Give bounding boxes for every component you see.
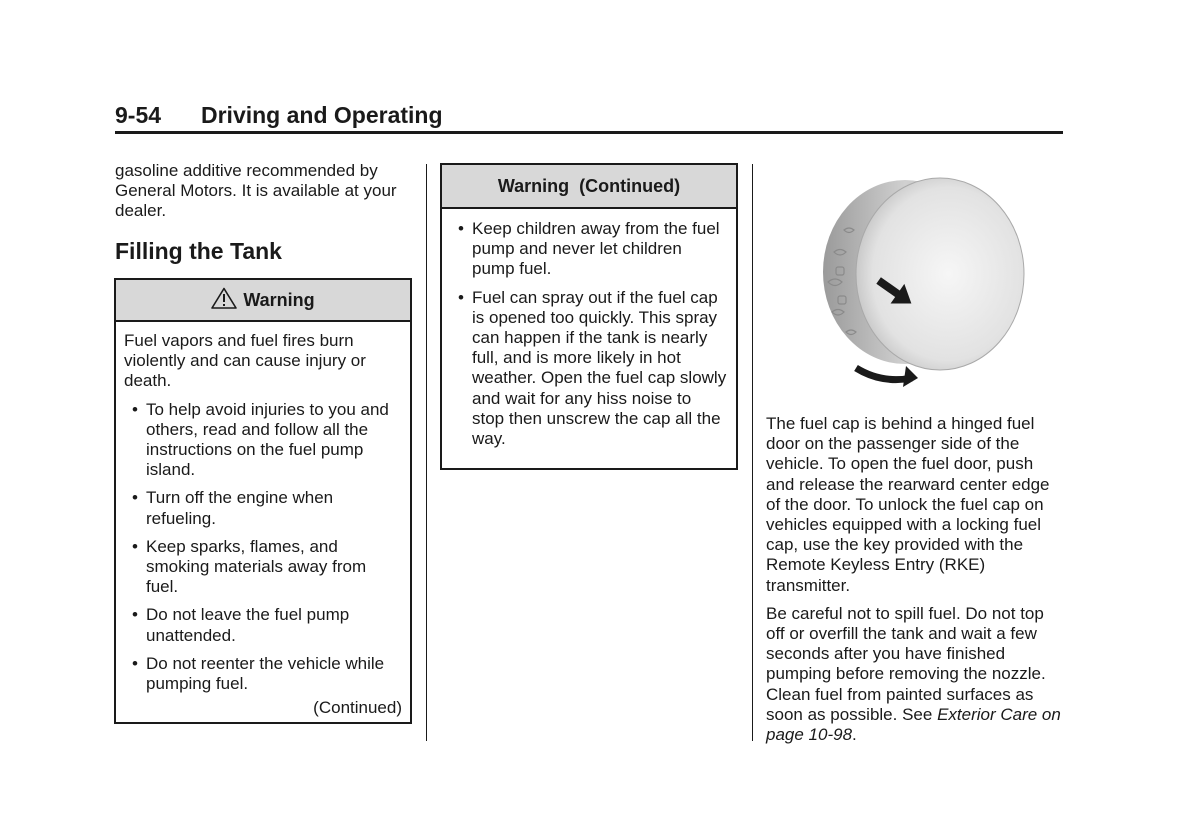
list-item: • Do not reenter the vehicle while pumping fuel. — [124, 654, 402, 694]
warning-intro: Fuel vapors and fuel fires burn violently and can cause injury or death. — [124, 331, 366, 391]
warning-continued-body — [442, 209, 736, 455]
warning-body — [116, 322, 410, 724]
page-header — [115, 100, 1063, 134]
continued-label: (Continued) — [313, 698, 402, 718]
list-item: • Do not leave the fuel pump unattended. — [124, 605, 402, 645]
fuel-cap-illustration — [800, 172, 1040, 402]
section-title: Filling the Tank — [115, 238, 282, 264]
fuel-spill-end: . — [852, 725, 857, 745]
warning-bullet-list — [124, 400, 402, 695]
column-divider-left — [426, 164, 427, 741]
fuel-spill-text: Be careful not to spill fuel. Do not top off or overfill the tank and wait a few seconds after you have finished pumping before removing the nozzle. Clean fuel from painted surfaces as soon as possible. See — [766, 603, 1046, 724]
chapter-title: Driving and Operating — [201, 102, 443, 128]
fuel-spill-paragraph — [766, 604, 1066, 745]
warning-box — [114, 278, 412, 724]
warning-continued-bullet-list — [450, 219, 728, 449]
exterior-care-link[interactable]: Exterior Care on page 10-98 — [766, 704, 1061, 745]
list-item: • Keep sparks, flames, and smoking materials away from fuel. — [124, 537, 402, 598]
column-divider-right — [752, 164, 753, 741]
list-item: • Turn off the engine when refueling. — [124, 488, 402, 528]
warning-header — [116, 280, 410, 322]
warning-title: Warning — [243, 290, 315, 310]
warning-triangle-icon — [211, 283, 237, 323]
list-item: • Fuel can spray out if the fuel cap is opened too quickly. This spray can happen if the tank is nearly full, and is more likely in hot weather. Open the fuel cap slowly and wait for any hiss noise to stop then unscrew the cap all the way. — [450, 288, 728, 450]
intro-paragraph: gasoline additive recommended by General Motors. It is available at your dealer. — [115, 161, 397, 221]
list-item: • Keep children away from the fuel pump and never let children pump fuel. — [450, 219, 728, 280]
list-item: • To help avoid injuries to you and others, read and follow all the instructions on the fuel pump island. — [124, 400, 402, 481]
page-number: 9-54 — [115, 102, 162, 128]
warning-continued-box — [440, 163, 738, 470]
fuel-cap-description — [766, 414, 1066, 745]
warning-continued-header — [442, 165, 736, 209]
fuel-cap-paragraph: The fuel cap is behind a hinged fuel door on the passenger side of the vehicle. To open the fuel door, push and release the rearward center edge of the door. To unlock the fuel cap on vehicles equipped with a locking fuel cap, use the key provided with the Remote Keyless Entry (RKE) transmitter. — [766, 414, 1050, 595]
warning-continued-title: Warning (Continued) — [497, 176, 681, 196]
